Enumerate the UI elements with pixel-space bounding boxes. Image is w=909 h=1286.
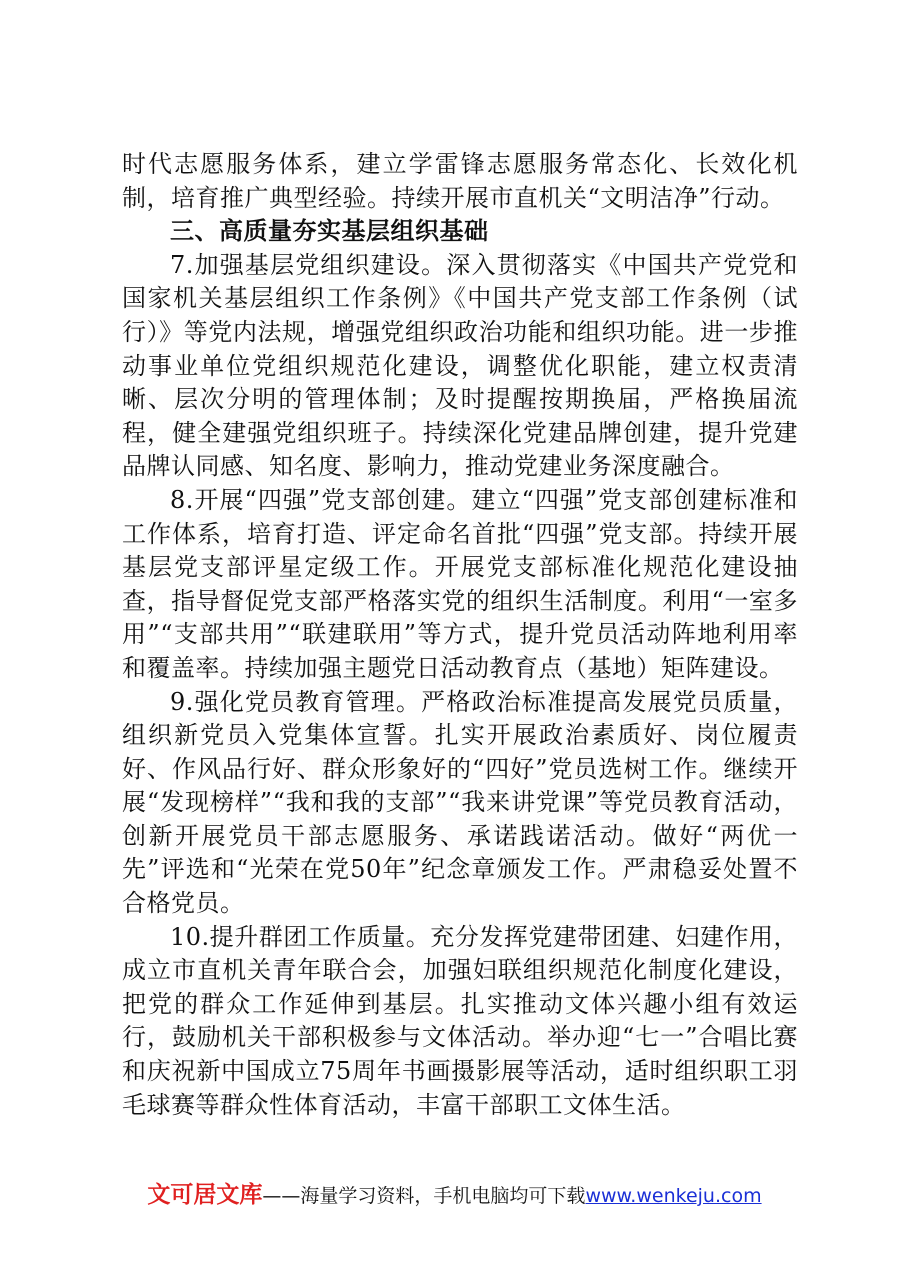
paragraph-continuation: 时代志愿服务体系，建立学雷锋志愿服务常态化、长效化机制，培育推广典型经验。持续开展市直机关“文明洁净”行动。: [122, 150, 798, 212]
footer-slogan: ——海量学习资料，手机电脑均可下载: [262, 1185, 586, 1207]
paragraph-item-8: 8.开展“四强”党支部创建。建立“四强”党支部创建标准和工作体系，培育打造、评定命名首批“四强”党支部。持续开展基层党支部评星定级工作。开展党支部标准化规范化建设抽查，指导督促党支部严格落实党的组织生活制度。利用“一室多用”“支部共用”“联建联用”等方式，提升党员活动阵地利用率和覆盖率。持续加强主题党日活动教育点（基地）矩阵建设。: [122, 485, 798, 682]
paragraph-item-7: 7.加强基层党组织建设。深入贯彻落实《中国共产党党和国家机关基层组织工作条例》《中国共产党支部工作条例（试行）》等党内法规，增强党组织政治功能和组织功能。进一步推动事业单位党组织规范化建设，调整优化职能，建立权责清晰、层次分明的管理体制；及时提醒按期换届，严格换届流程，健全建强党组织班子。持续深化党建品牌创建，提升党建品牌认同感、知名度、影响力，推动党建业务深度融合。: [122, 250, 798, 481]
document-body: [122, 148, 798, 1122]
footer-site-link[interactable]: www.wenkeju.com: [585, 1185, 762, 1207]
section-heading: 三、高质量夯实基层组织基础: [170, 217, 489, 246]
footer-brand: 文可居文库: [147, 1182, 263, 1208]
paragraph-item-9: 9.强化党员教育管理。严格政治标准提高发展党员质量，组织新党员入党集体宣誓。扎实开展政治素质好、岗位履责好、作风品行好、群众形象好的“四好”党员选树工作。继续开展“发现榜样”“我和我的支部”“我来讲党课”等党员教育活动，创新开展党员干部志愿服务、承诺践诺活动。做好“两优一先”评选和“光荣在党50年”纪念章颁发工作。严肃稳妥处置不合格党员。: [122, 687, 798, 918]
footer-banner: [0, 1180, 909, 1211]
paragraph-item-10: 10.提升群团工作质量。充分发挥党建带团建、妇建作用，成立市直机关青年联合会，加强妇联组织规范化制度化建设，把党的群众工作延伸到基层。扎实推动文体兴趣小组有效运行，鼓励机关干部积极参与文体活动。举办迎“七一”合唱比赛和庆祝新中国成立75周年书画摄影展等活动，适时组织职工羽毛球赛等群众性体育活动，丰富干部职工文体生活。: [122, 922, 798, 1119]
